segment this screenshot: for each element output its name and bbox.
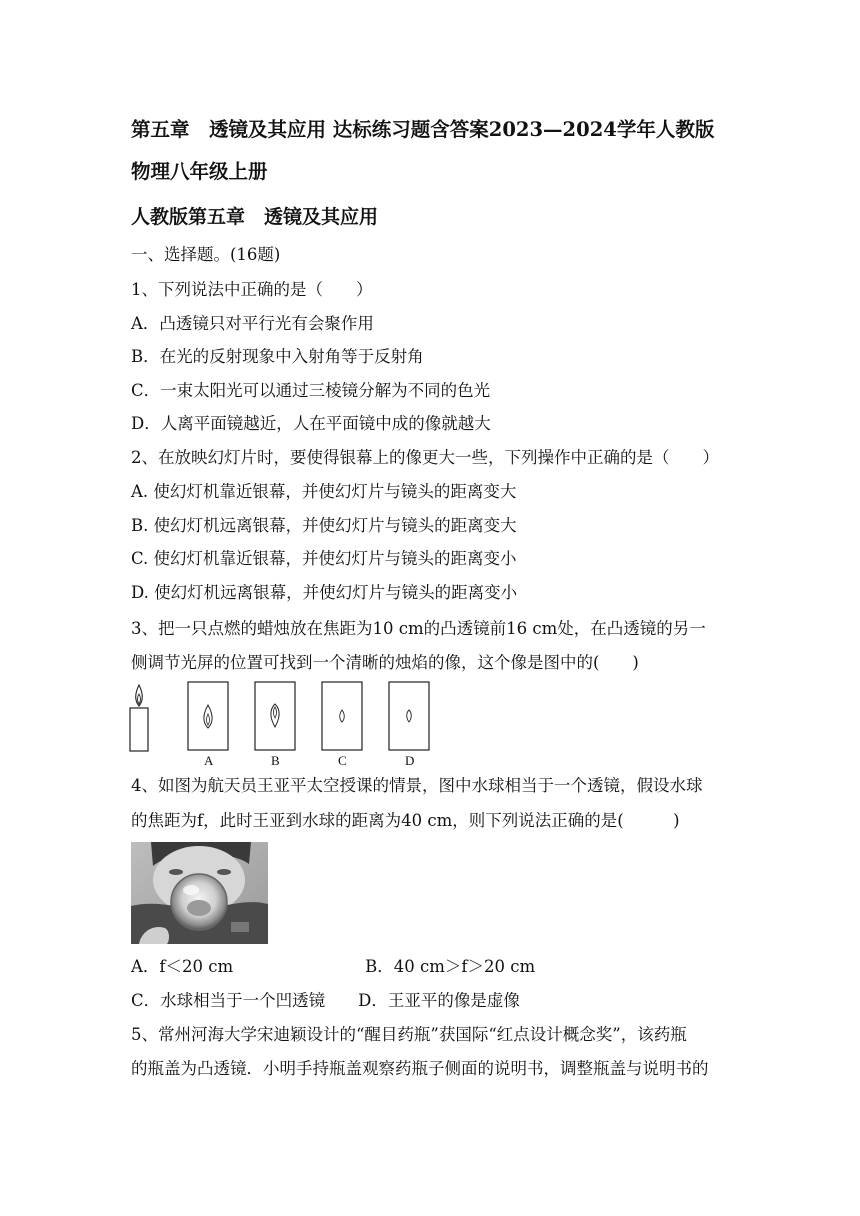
q1-option-d: D．人离平面镜越近，人在平面镜中成的像就越大: [131, 414, 491, 433]
q5-stem-line1: 5、常州河海大学宋迪颖设计的“醒目药瓶”获国际“红点设计概念奖”，该药瓶: [131, 1025, 687, 1044]
q2-option-a: A. 使幻灯机靠近银幕，并使幻灯片与镜头的距离变大: [131, 482, 517, 501]
q2-option-d: D. 使幻灯机远离银幕，并使幻灯片与镜头的距离变小: [131, 583, 518, 602]
screen-a: [188, 682, 228, 750]
figure-label-b: B: [271, 753, 280, 768]
screen-d: [389, 682, 429, 750]
water-ball-photo: [131, 842, 268, 944]
figure-label-c: C: [338, 753, 347, 768]
figure-label-a: A: [204, 753, 214, 768]
document-subtitle: 人教版第五章 透镜及其应用: [131, 206, 379, 228]
figure-label-d: D: [405, 753, 415, 768]
q5-stem-line2: 的瓶盖为凸透镜．小明手持瓶盖观察药瓶子侧面的说明书，调整瓶盖与说明书的: [131, 1059, 709, 1078]
q1-stem: 1、下列说法中正确的是（ ）: [131, 280, 373, 299]
astronaut-water-ball-image: [131, 842, 268, 944]
q3-stem-line1: 3、把一只点燃的蜡烛放在焦距为10 cm的凸透镜前16 cm处，在凸透镜的另一: [131, 619, 706, 638]
q4-options-line2: C．水球相当于一个凹透镜 D．王亚平的像是虚像: [131, 991, 520, 1010]
q1-option-c: C．一束太阳光可以通过三棱镜分解为不同的色光: [131, 381, 491, 400]
q2-option-c: C. 使幻灯机靠近银幕，并使幻灯片与镜头的距离变小: [131, 549, 517, 568]
q3-stem-line2: 侧调节光屏的位置可找到一个清晰的烛焰的像，这个像是图中的( ): [131, 653, 639, 672]
q2-option-b: B. 使幻灯机远离银幕，并使幻灯片与镜头的距离变大: [131, 516, 517, 535]
candle-image-diagram: [126, 678, 446, 770]
q4-stem-line1: 4、如图为航天员王亚平太空授课的情景，图中水球相当于一个透镜，假设水球: [131, 776, 703, 795]
document-title: 第五章 透镜及其应用 达标练习题含答案2023—2024学年人教版: [131, 118, 715, 141]
q4-stem-line2: 的焦距为f，此时王亚到水球的距离为40 cm，则下列说法正确的是( ): [131, 811, 680, 830]
document-title-line2: 物理八年级上册: [131, 160, 268, 183]
q2-stem: 2、在放映幻灯片时，要使得银幕上的像更大一些，下列操作中正确的是（ ）: [131, 448, 719, 467]
candle-icon: [130, 685, 148, 751]
screen-c: [322, 682, 362, 750]
q4-options-line1: A．f＜20 cm B．40 cm＞f＞20 cm: [131, 957, 536, 976]
screen-b: [255, 682, 295, 750]
section-heading: 一、选择题。(16题): [131, 245, 281, 264]
q1-option-a: A．凸透镜只对平行光有会聚作用: [131, 314, 374, 333]
q3-candle-figure: [126, 678, 446, 770]
q1-option-b: B．在光的反射现象中入射角等于反射角: [131, 347, 424, 366]
